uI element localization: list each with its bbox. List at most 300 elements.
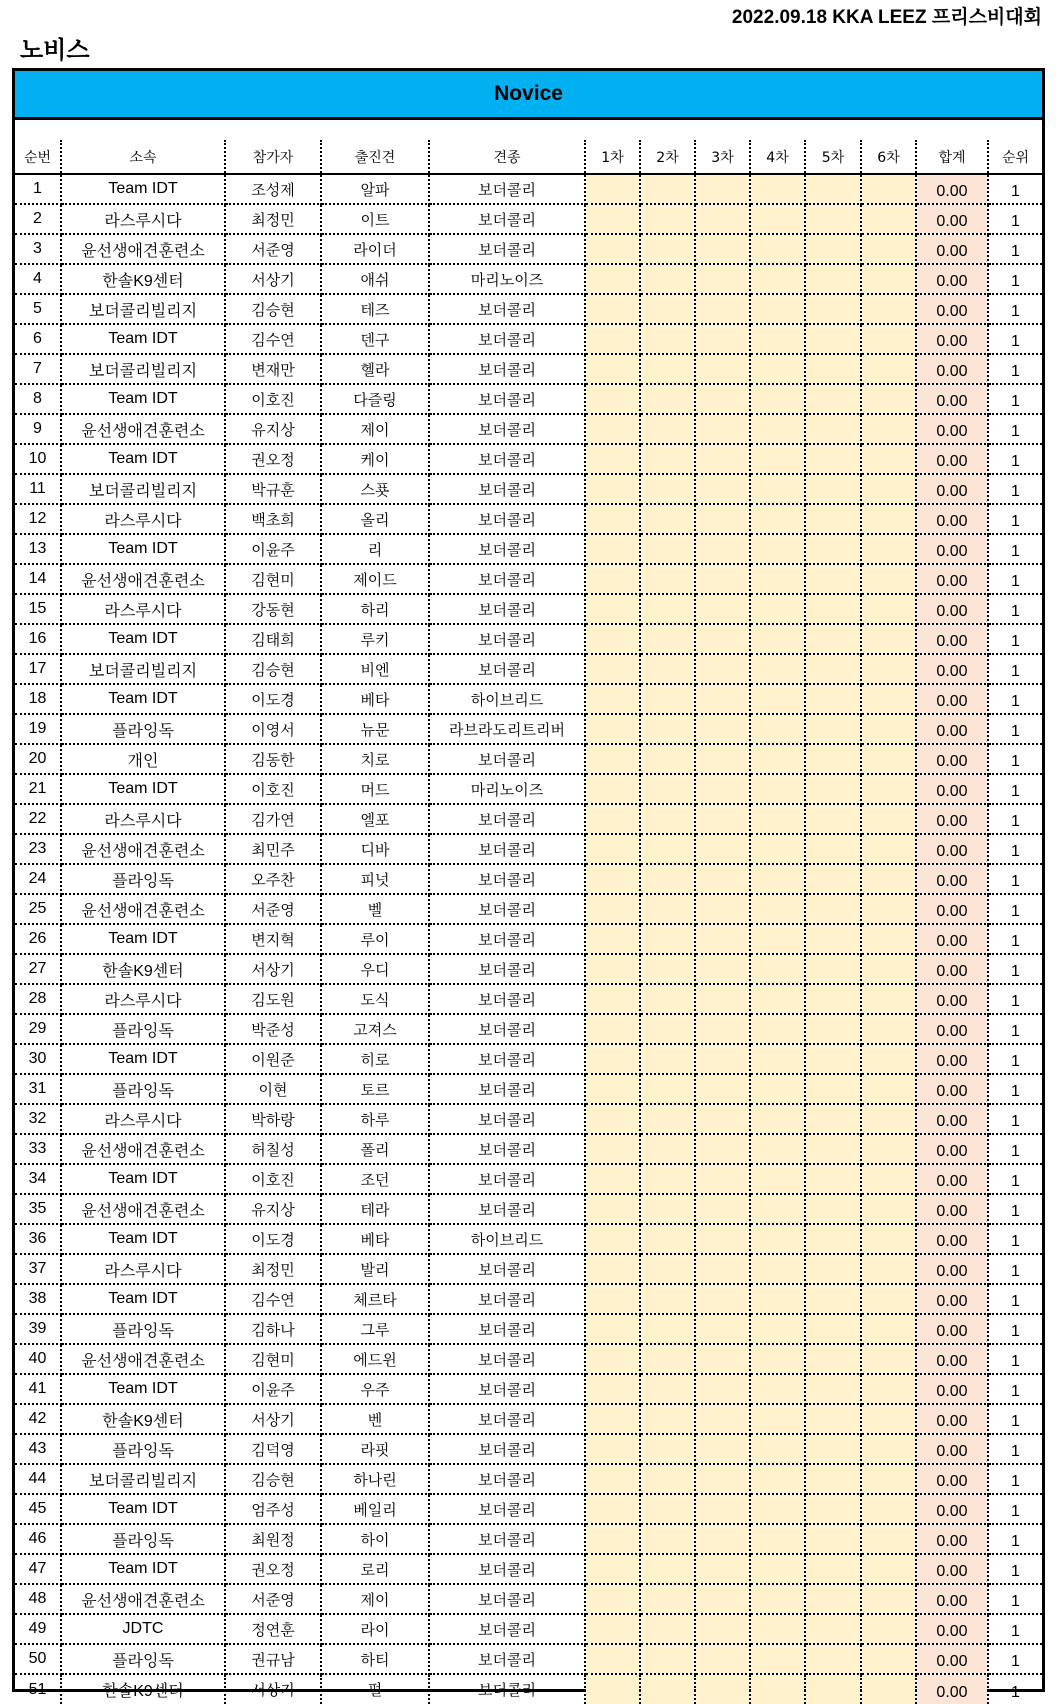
cell-round-2 [640, 1464, 695, 1494]
cell-round-2 [640, 1194, 695, 1224]
cell-handler: 김승현 [225, 654, 321, 684]
table-row [15, 1464, 1042, 1494]
cell-round-3 [695, 174, 750, 204]
cell-round-1 [585, 234, 640, 264]
cell-round-3 [695, 324, 750, 354]
cell-round-2 [640, 774, 695, 804]
cell-team: 라스루시다 [61, 984, 225, 1014]
cell-round-5 [805, 204, 861, 234]
cell-round-4 [750, 1074, 805, 1104]
cell-no: 25 [15, 894, 61, 924]
cell-rank: 1 [988, 1404, 1042, 1434]
cell-round-2 [640, 1614, 695, 1644]
cell-round-6 [861, 1014, 916, 1044]
cell-round-5 [805, 414, 861, 444]
cell-total: 0.00 [916, 174, 988, 204]
cell-breed: 보더콜리 [429, 504, 585, 534]
cell-dog: 피넛 [321, 864, 429, 894]
cell-round-1 [585, 474, 640, 504]
table-row [15, 774, 1042, 804]
cell-round-4 [750, 264, 805, 294]
cell-round-4 [750, 324, 805, 354]
cell-dog: 체르타 [321, 1284, 429, 1314]
cell-round-2 [640, 264, 695, 294]
cell-round-3 [695, 1224, 750, 1254]
cell-rank: 1 [988, 1134, 1042, 1164]
cell-round-5 [805, 834, 861, 864]
cell-round-4 [750, 1134, 805, 1164]
cell-round-5 [805, 264, 861, 294]
cell-dog: 벤 [321, 1404, 429, 1434]
cell-dog: 알파 [321, 174, 429, 204]
table-row [15, 1224, 1042, 1254]
cell-breed: 보더콜리 [429, 234, 585, 264]
cell-round-1 [585, 324, 640, 354]
table-row [15, 204, 1042, 234]
cell-round-6 [861, 1104, 916, 1134]
cell-breed: 하이브리드 [429, 684, 585, 714]
cell-round-1 [585, 594, 640, 624]
cell-round-6 [861, 384, 916, 414]
cell-round-1 [585, 1134, 640, 1164]
cell-breed: 보더콜리 [429, 594, 585, 624]
cell-round-2 [640, 1254, 695, 1284]
cell-handler: 김태희 [225, 624, 321, 654]
cell-round-4 [750, 1344, 805, 1374]
cell-dog: 고져스 [321, 1014, 429, 1044]
cell-handler: 이도경 [225, 684, 321, 714]
cell-round-5 [805, 744, 861, 774]
cell-round-4 [750, 954, 805, 984]
cell-dog: 비엔 [321, 654, 429, 684]
cell-round-2 [640, 1014, 695, 1044]
cell-rank: 1 [988, 1464, 1042, 1494]
cell-handler: 이호진 [225, 384, 321, 414]
cell-round-2 [640, 534, 695, 564]
cell-total: 0.00 [916, 594, 988, 624]
cell-handler: 김현미 [225, 564, 321, 594]
cell-no: 34 [15, 1164, 61, 1194]
cell-total: 0.00 [916, 504, 988, 534]
cell-breed: 보더콜리 [429, 894, 585, 924]
cell-round-2 [640, 354, 695, 384]
cell-handler: 서상기 [225, 1404, 321, 1434]
cell-dog: 폴리 [321, 1134, 429, 1164]
cell-dog: 벨 [321, 894, 429, 924]
cell-handler: 박규훈 [225, 474, 321, 504]
cell-round-1 [585, 1554, 640, 1584]
cell-round-3 [695, 1284, 750, 1314]
cell-handler: 김현미 [225, 1344, 321, 1374]
cell-no: 28 [15, 984, 61, 1014]
cell-dog: 다즐링 [321, 384, 429, 414]
cell-round-2 [640, 1434, 695, 1464]
cell-rank: 1 [988, 1554, 1042, 1584]
cell-round-3 [695, 1254, 750, 1284]
cell-round-5 [805, 1464, 861, 1494]
cell-rank: 1 [988, 864, 1042, 894]
cell-team: 보더콜리빌리지 [61, 1464, 225, 1494]
cell-round-5 [805, 924, 861, 954]
cell-team: 라스루시다 [61, 1104, 225, 1134]
cell-total: 0.00 [916, 804, 988, 834]
cell-round-5 [805, 864, 861, 894]
cell-no: 17 [15, 654, 61, 684]
cell-handler: 김동한 [225, 744, 321, 774]
cell-round-1 [585, 984, 640, 1014]
cell-breed: 보더콜리 [429, 1464, 585, 1494]
cell-rank: 1 [988, 1074, 1042, 1104]
cell-team: Team IDT [61, 1164, 225, 1194]
cell-round-4 [750, 684, 805, 714]
cell-handler: 이영서 [225, 714, 321, 744]
cell-rank: 1 [988, 384, 1042, 414]
cell-round-1 [585, 384, 640, 414]
cell-round-2 [640, 294, 695, 324]
table-row [15, 654, 1042, 684]
cell-total: 0.00 [916, 834, 988, 864]
cell-round-6 [861, 444, 916, 474]
cell-handler: 김하나 [225, 1314, 321, 1344]
cell-dog: 제이 [321, 1584, 429, 1614]
header-spacer [15, 120, 1042, 140]
cell-round-4 [750, 1584, 805, 1614]
cell-round-5 [805, 714, 861, 744]
cell-round-5 [805, 444, 861, 474]
cell-no: 2 [15, 204, 61, 234]
cell-round-5 [805, 1164, 861, 1194]
cell-no: 21 [15, 774, 61, 804]
cell-round-6 [861, 804, 916, 834]
cell-round-4 [750, 204, 805, 234]
cell-round-4 [750, 1194, 805, 1224]
cell-dog: 펄 [321, 1674, 429, 1704]
cell-round-6 [861, 294, 916, 324]
cell-team: 플라잉독 [61, 1074, 225, 1104]
cell-handler: 김수연 [225, 1284, 321, 1314]
cell-round-4 [750, 594, 805, 624]
cell-round-5 [805, 624, 861, 654]
cell-no: 24 [15, 864, 61, 894]
cell-round-1 [585, 1344, 640, 1374]
cell-round-2 [640, 984, 695, 1014]
cell-round-4 [750, 504, 805, 534]
cell-round-6 [861, 1464, 916, 1494]
cell-round-3 [695, 534, 750, 564]
cell-round-4 [750, 1554, 805, 1584]
cell-round-1 [585, 444, 640, 474]
cell-total: 0.00 [916, 1494, 988, 1524]
cell-rank: 1 [1011, 1683, 1020, 1701]
cell-team: Team IDT [61, 174, 225, 204]
cell-no: 43 [15, 1434, 61, 1464]
cell-round-6 [861, 1284, 916, 1314]
cell-round-4 [750, 1524, 805, 1554]
cell-round-5 [805, 1614, 861, 1644]
cell-handler: 이호진 [225, 774, 321, 804]
cell-round-5 [805, 474, 861, 504]
cell-team: Team IDT [61, 444, 225, 474]
cell-round-6 [861, 654, 916, 684]
cell-total: 0.00 [916, 1524, 988, 1554]
cell-team: 윤선생애견훈련소 [61, 894, 225, 924]
cell-round-2 [640, 804, 695, 834]
cell-team: 윤선생애견훈련소 [61, 414, 225, 444]
cell-round-4 [750, 1224, 805, 1254]
cell-round-5 [805, 594, 861, 624]
cell-no: 35 [15, 1194, 61, 1224]
cell-team: Team IDT [61, 1224, 225, 1254]
cell-rank: 1 [988, 1524, 1042, 1554]
cell-team: Team IDT [61, 1554, 225, 1584]
cell-rank: 1 [988, 234, 1042, 264]
cell-round-6 [861, 744, 916, 774]
cell-round-3 [695, 294, 750, 324]
cell-breed: 보더콜리 [429, 1554, 585, 1584]
cell-round-3 [695, 1644, 750, 1674]
cell-round-6 [861, 1524, 916, 1554]
cell-round-5 [805, 1524, 861, 1554]
cell-round-3 [695, 1134, 750, 1164]
cell-round-5 [805, 1044, 861, 1074]
cell-round-1 [585, 174, 640, 204]
cell-round-1 [585, 1074, 640, 1104]
cell-round-5 [805, 684, 861, 714]
table-row [15, 1044, 1042, 1074]
cell-breed: 하이브리드 [429, 1224, 585, 1254]
cell-round-1 [585, 204, 640, 234]
cell-handler: 최정민 [225, 204, 321, 234]
cell-team: 개인 [61, 744, 225, 774]
cell-round-1 [585, 774, 640, 804]
cell-breed: 보더콜리 [429, 1044, 585, 1074]
cell-round-4 [750, 294, 805, 324]
cell-round-3 [695, 1104, 750, 1134]
cell-no: 10 [15, 444, 61, 474]
cell-total: 0.00 [916, 534, 988, 564]
cell-no: 49 [15, 1614, 61, 1644]
cell-round-2 [640, 924, 695, 954]
cell-total: 0.00 [916, 954, 988, 984]
cell-no: 46 [15, 1524, 61, 1554]
cell-round-3 [695, 204, 750, 234]
cell-rank: 1 [988, 1344, 1042, 1374]
cell-rank: 1 [988, 594, 1042, 624]
cell-round-4 [750, 534, 805, 564]
cell-handler: 김덕영 [225, 1434, 321, 1464]
cell-rank: 1 [988, 504, 1042, 534]
cell-round-3 [695, 474, 750, 504]
cell-rank: 1 [988, 1044, 1042, 1074]
cell-round-1 [585, 864, 640, 894]
cell-dog: 우주 [321, 1374, 429, 1404]
table-row [15, 1134, 1042, 1164]
cell-round-6 [861, 1344, 916, 1374]
cell-no: 26 [15, 924, 61, 954]
cell-total: 0.00 [916, 1554, 988, 1584]
cell-total: 0.00 [916, 654, 988, 684]
cell-total: 0.00 [916, 1464, 988, 1494]
cell-no: 44 [15, 1464, 61, 1494]
cell-round-2 [640, 1104, 695, 1134]
cell-breed: 보더콜리 [429, 1344, 585, 1374]
cell-rank: 1 [988, 714, 1042, 744]
cell-team: Team IDT [61, 534, 225, 564]
cell-breed: 보더콜리 [429, 744, 585, 774]
cell-round-3 [695, 1584, 750, 1614]
table-row [15, 384, 1042, 414]
cell-round-5 [805, 1014, 861, 1044]
cell-dog: 하루 [321, 1104, 429, 1134]
cell-round-4 [750, 1164, 805, 1194]
cell-round-1 [585, 1044, 640, 1074]
cell-total: 0.00 [916, 354, 988, 384]
cell-rank: 1 [988, 534, 1042, 564]
column-header-rank: 순위 [988, 140, 1042, 174]
cell-team: 보더콜리빌리지 [61, 474, 225, 504]
cell-handler: 엄주성 [225, 1494, 321, 1524]
cell-rank: 1 [988, 924, 1042, 954]
cell-round-5 [805, 1554, 861, 1584]
cell-round-5 [805, 234, 861, 264]
cell-round-3 [695, 774, 750, 804]
cell-breed: 보더콜리 [429, 1074, 585, 1104]
cell-round-5 [805, 1194, 861, 1224]
cell-no: 48 [15, 1584, 61, 1614]
cell-round-1 [585, 1464, 640, 1494]
cell-round-1 [585, 1374, 640, 1404]
cell-rank: 1 [988, 954, 1042, 984]
cell-round-2 [640, 1284, 695, 1314]
cell-team: 윤선생애견훈련소 [61, 1344, 225, 1374]
cell-total: 0.00 [916, 1644, 988, 1674]
cell-total: 0.00 [916, 894, 988, 924]
cell-round-2 [640, 1134, 695, 1164]
table-row [15, 1524, 1042, 1554]
cell-rank: 1 [988, 264, 1042, 294]
cell-handler: 서준영 [225, 894, 321, 924]
cell-no: 3 [15, 234, 61, 264]
cell-round-4 [750, 1494, 805, 1524]
column-header-team: 소속 [61, 140, 225, 174]
cell-dog: 리 [321, 534, 429, 564]
cell-handler: 권오정 [225, 444, 321, 474]
table-row [15, 504, 1042, 534]
cell-round-6 [861, 1614, 916, 1644]
cell-no: 50 [15, 1644, 61, 1674]
cell-round-2 [640, 1044, 695, 1074]
cell-rank: 1 [988, 984, 1042, 1014]
table-row [15, 1404, 1042, 1434]
cell-rank: 1 [988, 684, 1042, 714]
cell-round-5 [805, 1674, 861, 1704]
table-row [15, 1254, 1042, 1284]
cell-round-2 [640, 1374, 695, 1404]
column-header-round-4: 4차 [750, 140, 805, 174]
table-row [15, 1164, 1042, 1194]
cell-round-4 [750, 1614, 805, 1644]
cell-total: 0.00 [916, 774, 988, 804]
cell-round-4 [750, 984, 805, 1014]
cell-round-2 [640, 714, 695, 744]
cell-round-3 [695, 1674, 750, 1704]
cell-team: 라스루시다 [61, 594, 225, 624]
cell-round-1 [585, 894, 640, 924]
cell-round-2 [640, 174, 695, 204]
score-sheet [12, 68, 1045, 1701]
cell-round-3 [695, 654, 750, 684]
cell-round-1 [585, 1194, 640, 1224]
cell-no: 36 [15, 1224, 61, 1254]
table-row [15, 1644, 1042, 1674]
cell-round-2 [640, 444, 695, 474]
cell-round-2 [640, 204, 695, 234]
cell-round-3 [695, 744, 750, 774]
cell-round-4 [750, 744, 805, 774]
table-row [15, 1344, 1042, 1374]
cell-dog: 루키 [321, 624, 429, 654]
cell-round-3 [695, 1404, 750, 1434]
cell-breed: 보더콜리 [429, 474, 585, 504]
cell-dog: 라핏 [321, 1434, 429, 1464]
cell-round-6 [861, 354, 916, 384]
cell-rank: 1 [988, 174, 1042, 204]
cell-round-6 [861, 504, 916, 534]
cell-round-2 [640, 504, 695, 534]
cell-handler: 박준성 [225, 1014, 321, 1044]
cell-total: 0.00 [916, 474, 988, 504]
cell-no: 6 [15, 324, 61, 354]
cell-round-4 [750, 1104, 805, 1134]
table-row [15, 864, 1042, 894]
column-header-round-3: 3차 [695, 140, 750, 174]
cell-round-6 [861, 564, 916, 594]
cell-round-6 [861, 264, 916, 294]
cell-rank: 1 [988, 1284, 1042, 1314]
table-row [15, 714, 1042, 744]
cell-total: 0.00 [916, 204, 988, 234]
cell-breed: 보더콜리 [429, 1134, 585, 1164]
cell-round-2 [640, 324, 695, 354]
cell-total: 0.00 [916, 1404, 988, 1434]
cell-round-3 [695, 1494, 750, 1524]
cell-breed: 보더콜리 [429, 804, 585, 834]
cell-round-4 [750, 1314, 805, 1344]
table-row [15, 1194, 1042, 1224]
cell-round-6 [861, 1164, 916, 1194]
cell-round-4 [750, 414, 805, 444]
cell-dog: 베타 [321, 1224, 429, 1254]
cell-round-5 [805, 1434, 861, 1464]
cell-handler: 이호진 [225, 1164, 321, 1194]
cell-round-5 [805, 1404, 861, 1434]
cell-rank: 1 [988, 564, 1042, 594]
column-header-breed: 견종 [429, 140, 585, 174]
cell-team: 보더콜리빌리지 [61, 654, 225, 684]
cell-round-1 [585, 1104, 640, 1134]
cell-round-1 [585, 1674, 640, 1704]
cell-breed: 보더콜리 [429, 1614, 585, 1644]
cell-round-2 [640, 1074, 695, 1104]
cell-round-3 [695, 264, 750, 294]
cell-dog: 하나린 [321, 1464, 429, 1494]
cell-breed: 보더콜리 [429, 1494, 585, 1524]
cell-handler: 정연훈 [225, 1614, 321, 1644]
cell-dog: 베일리 [321, 1494, 429, 1524]
cell-breed: 보더콜리 [429, 204, 585, 234]
cell-round-6 [861, 834, 916, 864]
column-header-handler: 참가자 [225, 140, 321, 174]
